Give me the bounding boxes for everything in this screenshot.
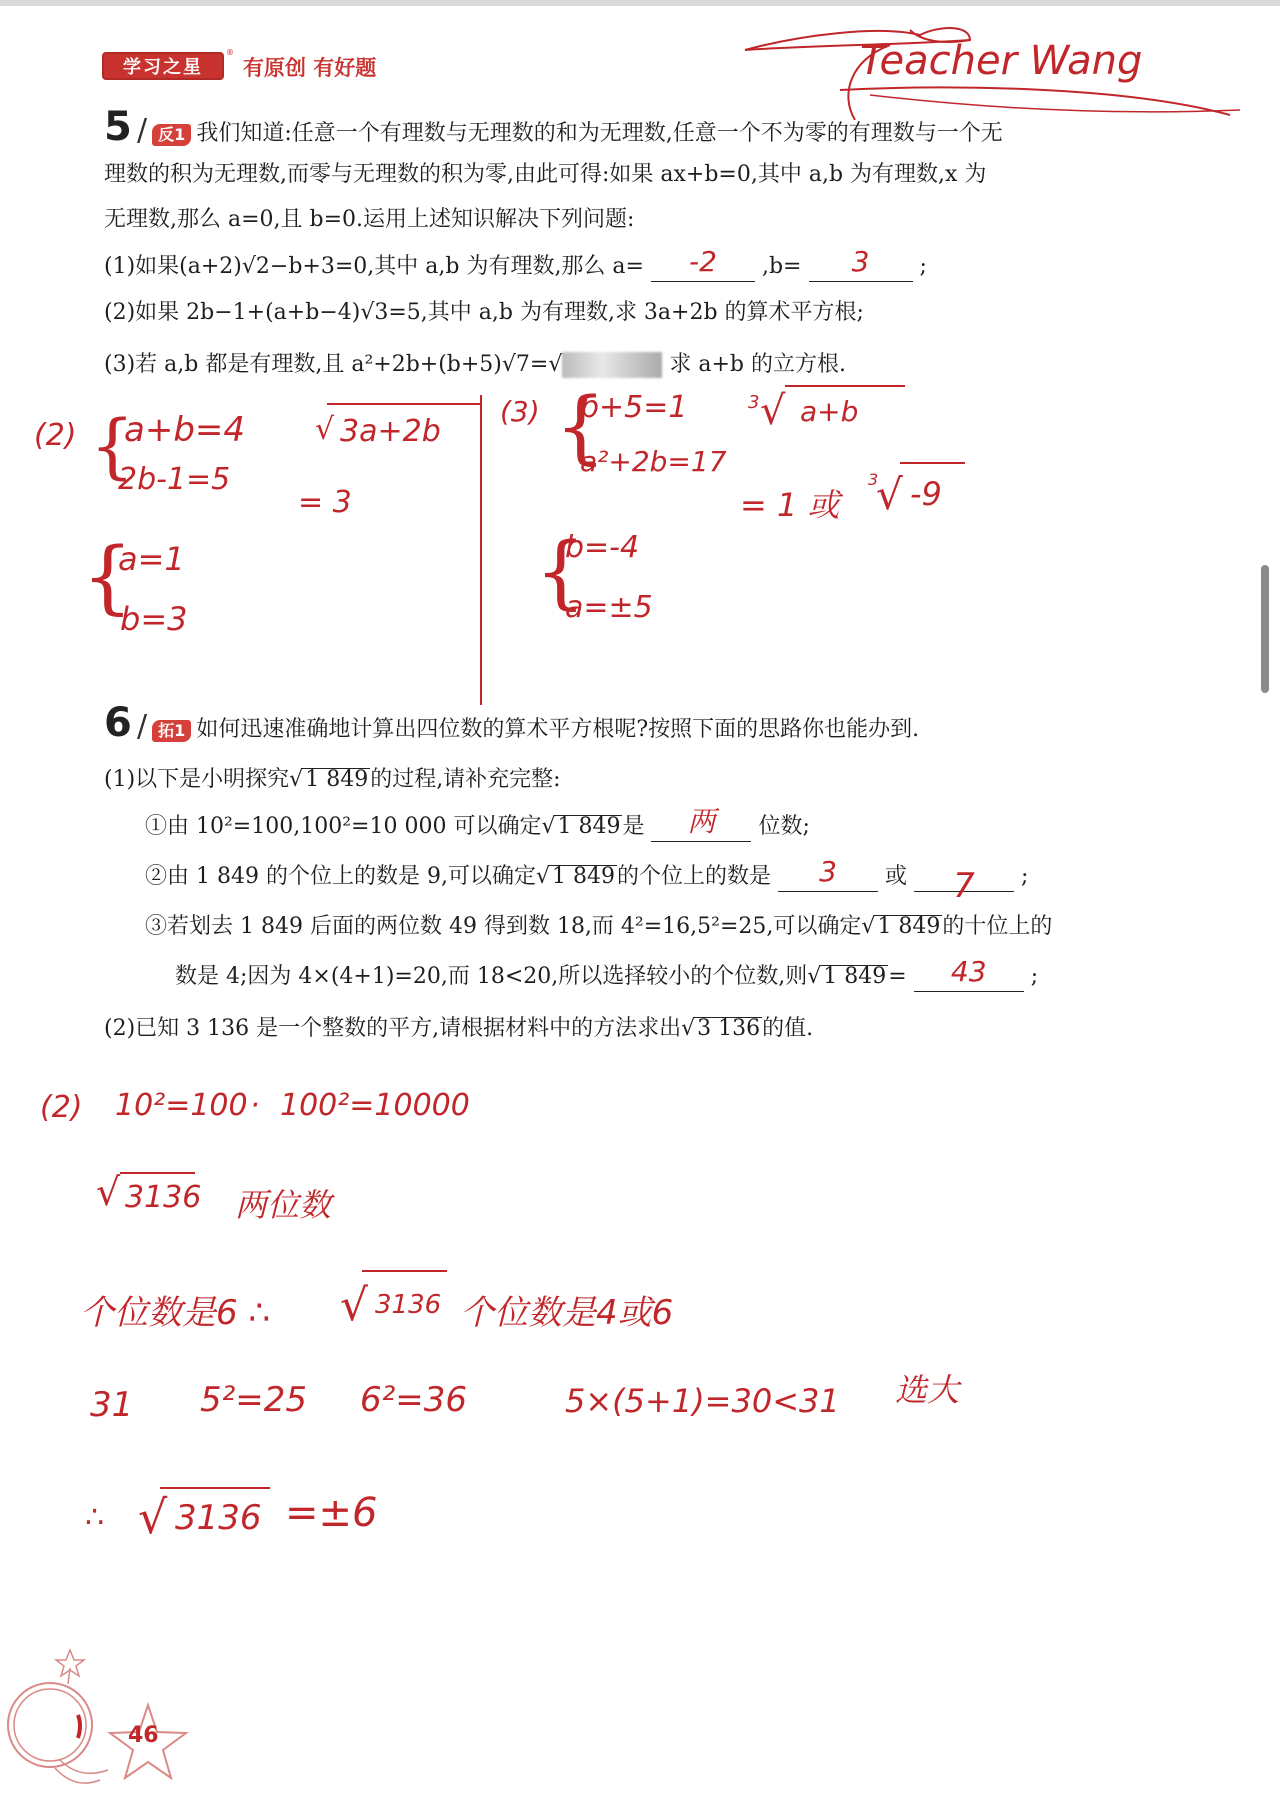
sqrt-icon: √	[96, 1170, 121, 1214]
step-2: ②由 1 849 的个位上的数是 9,可以确定√1 849的个位上的数是 3 或 7 ;	[145, 855, 1029, 906]
step-3-line-2: 数是 4;因为 4×(4+1)=20,而 18<20,所以选择较小的个位数,则√1 849= 43 ;	[175, 962, 1038, 992]
hw-p3-eq2: a²+2b=17	[580, 445, 727, 478]
brace-icon: {	[82, 530, 133, 623]
handwritten-answer: 3	[819, 855, 837, 888]
scrollbar[interactable]	[1261, 565, 1269, 693]
top-bar	[0, 0, 1280, 6]
hw-p3-sol1: b=-4	[565, 530, 640, 565]
hw-line1-dot: ·	[250, 1088, 260, 1123]
question-6-part-2: (2)已知 3 136 是一个整数的平方,请根据材料中的方法求出√3 136的值.	[104, 1016, 814, 1041]
part-1-intro-prefix: (1)以下是小明探究	[104, 767, 290, 792]
hw-p2-root-expr: 3a+2b	[340, 414, 441, 449]
question-slash: /	[136, 709, 148, 744]
hw-p2-sol2: b=3	[120, 600, 188, 638]
brand-slogan: 有原创 有好题	[243, 56, 377, 80]
hw-p3-label: (3)	[500, 395, 540, 428]
question-intro-line-1: 我们知道:任意一个有理数与无理数的和为无理数,任意一个不为零的有理数与一个无	[196, 121, 1003, 146]
hw-p3-sol2: a=±5	[565, 590, 653, 625]
hw-p3-root-index: 3	[748, 392, 760, 413]
hw-p2-root-result: = 3	[298, 485, 352, 520]
brand-logo: 学习之星	[102, 52, 224, 80]
cube-root-icon: √	[876, 470, 903, 519]
part-1-prefix: (1)如果(a+2)√2−b+3=0,其中 a,b 为有理数,那么 a=	[104, 254, 644, 279]
root-bar	[785, 385, 905, 387]
sqrt-bar	[327, 403, 481, 405]
step-3-suffix: 的十位上的	[942, 914, 1053, 939]
step-3-line-2-suffix: ;	[1030, 964, 1039, 989]
cube-root-icon: √	[760, 388, 786, 434]
question-intro: 如何迅速准确地计算出四位数的算术平方根呢?按照下面的思路你也能办到.	[196, 717, 920, 742]
root-bar	[120, 1172, 195, 1174]
radicand: 3 136	[697, 1016, 761, 1041]
divider-line	[480, 395, 482, 705]
step-3-line-2-prefix: 数是 4;因为 4×(4+1)=20,而 18<20,所以选择较小的个位数,则	[175, 964, 808, 989]
step-2-or: 或	[884, 864, 907, 889]
question-5-part-2: (2)如果 2b−1+(a+b−4)√3=5,其中 a,b 为有理数,求 3a+2b 的算术平方根;	[104, 300, 864, 325]
step-1-prefix: ①由 10²=100,100²=10 000 可以确定	[145, 814, 542, 839]
answer-blank-b[interactable]	[809, 245, 913, 282]
question-6-part-1-intro: (1)以下是小明探究√1 849的过程,请补充完整:	[104, 767, 561, 792]
hw-line4-d: 5×(5+1)=30<31	[565, 1382, 840, 1420]
hw-line5-prefix: ∴	[85, 1500, 105, 1535]
hw-line3-prefix: 个位数是6 ∴	[80, 1293, 271, 1333]
sqrt-icon: √	[138, 1490, 168, 1544]
step-2-prefix: ②由 1 849 的个位上的数是 9,可以确定	[145, 864, 536, 889]
hw-p3-result-radicand: -9	[910, 475, 942, 513]
step-1-mid: 是	[622, 814, 645, 839]
hw-p2-eq1: a+b=4	[124, 410, 246, 450]
question-5-part-3	[104, 350, 846, 380]
root-bar	[362, 1270, 447, 1272]
sqrt-icon: √	[315, 412, 335, 447]
question-intro-line-2: 理数的积为无理数,而零与无理数的积为零,由此可得:如果 ax+b=0,其中 a,b 为有理数,x 为	[104, 162, 987, 187]
hw-line3-radicand: 3136	[375, 1290, 442, 1320]
hw-p3-eq1: b+5=1	[580, 390, 688, 425]
part-2-prefix: (2)已知 3 136 是一个整数的平方,请根据材料中的方法求出	[104, 1016, 682, 1041]
question-slash: /	[136, 113, 148, 148]
question-number: 6	[104, 700, 132, 746]
radicand: 1 849	[823, 964, 887, 989]
hw-line1-a: 10²=100	[115, 1088, 248, 1123]
hw-p2-label: (2)	[34, 418, 77, 453]
question-6-header	[104, 700, 919, 746]
hw-p3-result-prefix: = 1 或	[740, 486, 840, 524]
hw-p3-result-index: 3	[868, 470, 879, 489]
part-1-intro-suffix: 的过程,请补充完整:	[370, 767, 561, 792]
signature: Teacher Wang	[860, 38, 1143, 84]
hw-line4-c: 6²=36	[360, 1380, 468, 1420]
answer-blank-step-2b[interactable]	[914, 866, 1014, 906]
step-2-mid: 的个位上的数是	[616, 864, 771, 889]
hw-line4-b: 5²=25	[200, 1380, 308, 1420]
hw-line5-result: =±6	[285, 1490, 378, 1536]
radicand: 1 849	[557, 814, 621, 839]
hw-line2-text: 两位数	[235, 1186, 332, 1224]
handwritten-answer: 43	[950, 955, 987, 988]
question-tag: 拓1	[152, 720, 191, 742]
part-3-prefix: (3)若 a,b 都是有理数,且 a²+2b+(b+5)√7=√	[104, 352, 563, 377]
root-bar	[160, 1487, 270, 1489]
part-2-suffix: 的值.	[762, 1016, 814, 1041]
hw-line1-label: (2)	[40, 1090, 83, 1125]
question-5-header	[104, 104, 1003, 150]
part-3-suffix: 求 a+b 的立方根.	[669, 352, 846, 377]
hw-line4-e: 选大	[895, 1371, 960, 1409]
hw-p2-sol1: a=1	[118, 540, 185, 578]
blurred-region	[562, 352, 662, 378]
hw-line1-b: 100²=10000	[280, 1088, 470, 1123]
step-3-prefix: ③若划去 1 849 后面的两位数 49 得到数 18,而 4²=16,5²=25,可以确定	[145, 914, 862, 939]
question-intro-line-3: 无理数,那么 a=0,且 b=0.运用上述知识解决下列问题:	[104, 207, 635, 232]
radicand: 1 849	[305, 767, 369, 792]
part-1-mid: ,b=	[761, 254, 802, 279]
equals: =	[888, 964, 907, 989]
handwritten-answer: 7	[953, 866, 975, 906]
answer-blank-step-2a[interactable]	[778, 855, 878, 892]
handwritten-answer: 两	[687, 805, 716, 838]
step-1-suffix: 位数;	[758, 814, 810, 839]
hw-line2-radicand: 3136	[125, 1180, 202, 1215]
answer-blank-step-1[interactable]	[651, 805, 751, 842]
radicand: 1 849	[877, 914, 941, 939]
hw-p2-eq2: 2b-1=5	[118, 462, 231, 497]
radicand: 1 849	[551, 864, 615, 889]
hw-line5-radicand: 3136	[175, 1498, 262, 1538]
answer-blank-step-3[interactable]	[914, 955, 1024, 992]
hw-line3-suffix: 个位数是4或6	[460, 1293, 674, 1333]
brace-icon: {	[535, 525, 586, 618]
step-1: ①由 10²=100,100²=10 000 可以确定√1 849是 两 位数;	[145, 812, 810, 842]
brace-icon: {	[90, 405, 135, 487]
question-5-part-1	[104, 245, 927, 282]
part-1-suffix: ;	[919, 254, 927, 279]
hw-line4-a: 31	[90, 1385, 134, 1425]
handwritten-answer-b: 3	[851, 245, 870, 278]
sqrt-icon: √	[340, 1280, 369, 1331]
handwritten-answer-a: -2	[689, 245, 717, 278]
root-bar	[900, 462, 965, 464]
page-number: 46	[128, 1723, 159, 1748]
question-tag: 反1	[152, 124, 191, 146]
registered-mark: ®	[226, 48, 234, 57]
step-2-suffix: ;	[1021, 864, 1029, 889]
mascot-astronaut-icon	[0, 1630, 200, 1809]
brace-icon: {	[555, 380, 606, 473]
step-3-line-1: ③若划去 1 849 后面的两位数 49 得到数 18,而 4²=16,5²=25,可以确定√1 849的十位上的	[145, 914, 1053, 939]
hw-p3-root-expr: a+b	[800, 395, 859, 428]
question-number: 5	[104, 104, 132, 150]
answer-blank-a[interactable]	[651, 245, 755, 282]
